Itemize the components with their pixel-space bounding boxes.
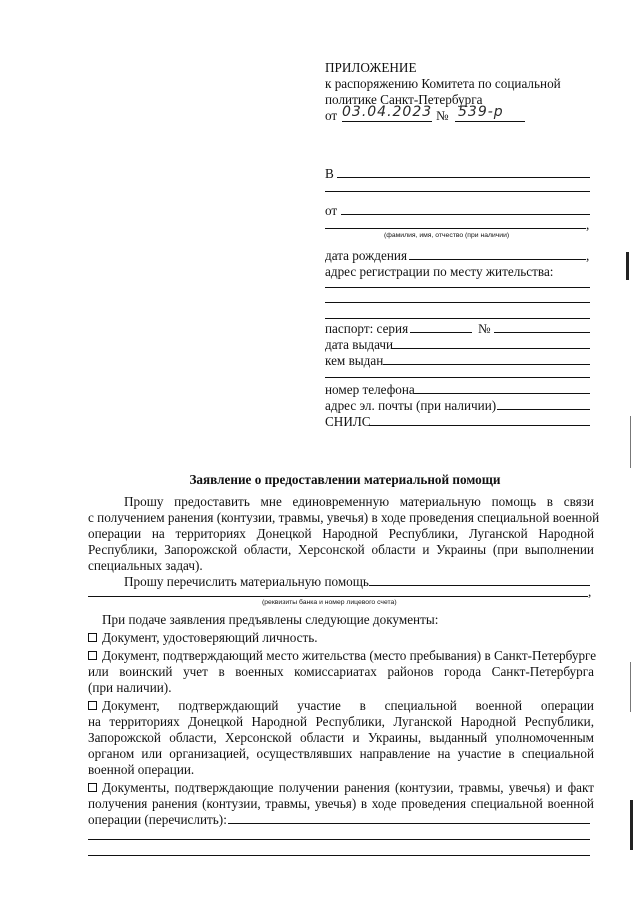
- passport-number-field[interactable]: [494, 332, 590, 333]
- address-field-2[interactable]: [325, 302, 590, 303]
- to-field[interactable]: [337, 177, 590, 178]
- bank-hint: (реквизиты банка и номер лицевого счета): [262, 599, 397, 606]
- issue-date-field[interactable]: [392, 348, 590, 349]
- scan-mark-2: [630, 416, 631, 468]
- appendix-title: ПРИЛОЖЕНИЕ: [325, 60, 417, 75]
- date-underline: [342, 121, 432, 122]
- issued-by-field[interactable]: [383, 364, 590, 365]
- passport-series-label: паспорт: серия: [325, 321, 409, 336]
- birth-date-field[interactable]: [409, 259, 586, 260]
- passport-series-field[interactable]: [410, 332, 472, 333]
- phone-label: номер телефона: [325, 382, 415, 397]
- docs-list-field-2[interactable]: [88, 839, 590, 840]
- handwritten-date: 03.04.2023: [342, 104, 433, 120]
- doc-item-3-line-2: на территориях Донецкой Народной Республики, Луганской Народной Республики,: [88, 714, 594, 729]
- doc-1-checkbox[interactable]: [88, 633, 97, 642]
- request-line-1: Прошу предоставить мне единовременную материальную помощь в связи: [124, 494, 594, 509]
- scan-mark-1: [626, 252, 629, 280]
- from-label: от: [325, 203, 338, 218]
- request-line-5: специальных задач).: [88, 558, 203, 573]
- to-field-line-2[interactable]: [325, 191, 590, 192]
- issued-by-field-2[interactable]: [325, 377, 590, 378]
- docs-intro: При подаче заявления предъявлены следующие документы:: [102, 612, 439, 627]
- email-field[interactable]: [497, 409, 590, 410]
- birth-comma: ,: [586, 248, 590, 263]
- number-underline: [455, 121, 525, 122]
- birth-date-label: дата рождения: [325, 248, 408, 263]
- email-label: адрес эл. почты (при наличии): [325, 398, 497, 413]
- doc-item-2-line-1: [88, 648, 597, 664]
- doc-2-checkbox[interactable]: [88, 651, 97, 660]
- doc-4-text-1: Документы, подтверждающие получении ранения (контузии, травмы, увечья) и факт: [102, 780, 594, 795]
- to-label: В: [325, 166, 334, 181]
- request-line-2: с получением ранения (контузии, травмы, увечья) в ходе проведения специальной военной: [88, 510, 600, 525]
- doc-item-4-line-3: операции (перечислить):: [88, 812, 227, 827]
- fio-hint: (фамилия, имя, отчество (при наличии): [384, 232, 510, 239]
- request-line-3: операции на территориях Донецкой Народной Республики, Луганской Народной: [88, 526, 594, 541]
- doc-item-4-line-2: получения ранения (контузии, травмы, увечья) в ходе проведения специальной военной: [88, 796, 594, 811]
- appendix-line-2: политике Санкт-Петербурга: [325, 92, 483, 107]
- doc-item-3-line-3: Запорожской области, Херсонской области и Украины, выданный уполномоченным: [88, 730, 594, 745]
- transfer-field-2[interactable]: [88, 596, 588, 597]
- from-field[interactable]: [341, 214, 590, 215]
- issued-by-label: кем выдан: [325, 353, 384, 368]
- phone-field[interactable]: [414, 393, 590, 394]
- doc-item-3-line-1: [88, 698, 594, 714]
- document-title: Заявление о предоставлении материальной помощи: [189, 472, 501, 487]
- doc-item-2-line-3: (при наличии).: [88, 680, 172, 695]
- snils-field[interactable]: [369, 425, 590, 426]
- doc-3-text-1: Документ, подтверждающий участие в специальной военной операции: [102, 698, 594, 713]
- from-comma: ,: [586, 217, 590, 232]
- doc-3-checkbox[interactable]: [88, 701, 97, 710]
- snils-label: СНИЛС: [325, 414, 371, 429]
- docs-list-field-3[interactable]: [88, 855, 590, 856]
- transfer-field[interactable]: [369, 585, 590, 586]
- appendix-line-1: к распоряжению Комитета по социальной: [325, 76, 561, 91]
- address-label: адрес регистрации по месту жительства:: [325, 264, 554, 279]
- doc-4-checkbox[interactable]: [88, 783, 97, 792]
- docs-list-field-1[interactable]: [228, 823, 590, 824]
- passport-number-label: №: [478, 321, 491, 336]
- doc-2-text-1: Документ, подтверждающий место жительства (место пребывания) в Санкт-Петербурге: [102, 648, 597, 663]
- doc-item-2-line-2: или воинский учет в военных комиссариатах районов города Санкт-Петербурга: [88, 664, 594, 679]
- transfer-label: Прошу перечислить материальную помощь: [124, 574, 369, 589]
- handwritten-number: 539-р: [458, 104, 504, 120]
- doc-item-3-line-4: органом или организацией, осуществлявших направление на участие в специальной: [88, 746, 594, 761]
- doc-1-text: Документ, удостоверяющий личность.: [102, 630, 318, 645]
- number-label: №: [436, 108, 449, 123]
- issue-date-label: дата выдачи: [325, 337, 394, 352]
- address-field-1[interactable]: [325, 287, 590, 288]
- appendix-from-label: от: [325, 108, 338, 123]
- doc-item-4-line-1: [88, 780, 594, 796]
- from-field-line-2[interactable]: [325, 228, 586, 229]
- transfer-comma: ,: [588, 584, 592, 599]
- request-line-4: Республики, Запорожской области, Херсонской области и Украины (при выполнении: [88, 542, 594, 557]
- scan-mark-3: [630, 662, 631, 712]
- doc-item-1: [88, 630, 318, 646]
- address-field-3[interactable]: [325, 318, 590, 319]
- scan-mark-4: [630, 800, 633, 850]
- doc-item-3-line-5: военной операции.: [88, 762, 195, 777]
